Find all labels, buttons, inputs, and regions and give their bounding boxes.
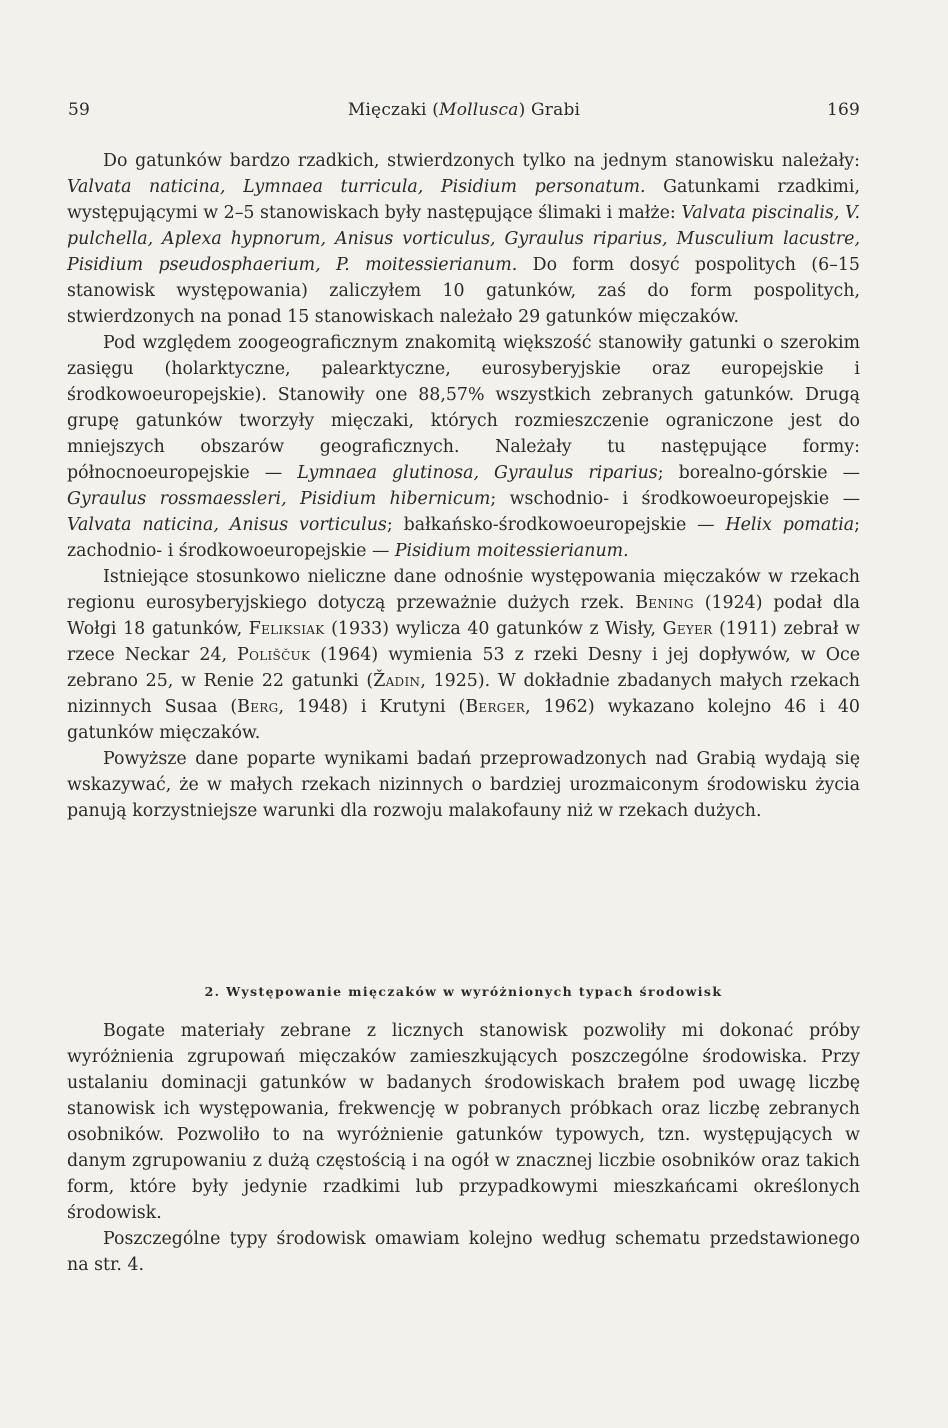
author-name: Feliksiak	[248, 619, 325, 639]
section-text	[67, 1018, 860, 1278]
author-name: Žadin	[373, 671, 421, 691]
p3-text-1: Istniejące stosunkowo nieliczne dane odnośnie występowania mięczaków w rzekach regionu eurosyberyjskiego dotyczą przeważnie dużych rzek.	[67, 567, 860, 613]
p3-text-8: , 1962) wykazano kolejno 46 i 40 gatunków mięczaków.	[67, 697, 860, 743]
p2-text-4: ; bałkańsko-środkowoeuropejskie —	[386, 515, 726, 535]
p2-text-1: Pod względem zoogeograficznym znakomitą większość stanowiły gatunki o szerokim zasięgu (holarktyczne, palearktyczne, eurosyberyjskie oraz europejskie i środkowoeuropejskie). Stanowiły one 88,57% wszystkich zebranych gatunków. Drugą grupę gatunków tworzyły mięczaki, których rozmieszczenie ograniczone jest do mniejszych obszarów geograficznych. Należały tu następujące formy: północnoeuropejskie —	[67, 333, 860, 483]
section-heading: 2. Występowanie mięczaków w wyróżnionych typach środowisk	[204, 984, 723, 999]
p5-text-1: Bogate materiały zebrane z licznych stanowisk pozwoliły mi dokonać próby wyróżnienia zgrupowań mięczaków zamieszkujących poszczególne środowiska. Przy ustalaniu dominacji gatunków w badanych środowiskach brałem pod uwagę liczbę stanowisk ich występowania, frekwencję w pobranych próbkach oraz liczbę zebranych osobników. Pozwoliło to na wyróżnienie gatunków typowych, tzn. występujących w danym zgrupowaniu z dużą częstością i na ogół w znacznej liczbie osobników oraz takich form, które były jedynie rzadkimi lub przypadkowymi mieszkańcami określonych środowisk.	[67, 1021, 860, 1223]
header-title	[68, 100, 860, 120]
author-name: Berger	[465, 697, 526, 717]
header-title-pre: Mięczaki (	[347, 100, 440, 120]
p3-text-4: (1911) zebrał w rzece Neckar 24,	[67, 619, 860, 665]
p2-species-4: Helix pomatia	[725, 515, 855, 535]
p3-text-6: , 1925). W dokładnie zbadanych małych rzekach nizinnych Susaa (	[67, 671, 860, 717]
paragraph-4	[67, 746, 860, 824]
p1-text-1: Do gatunków bardzo rzadkich, stwierdzonych tylko na jednym stanowisku należały:	[103, 151, 860, 171]
header-left-number: 59	[68, 100, 91, 120]
page-number: 169	[826, 100, 860, 120]
p1-text-2: Gatunkami rzadkimi, występującymi w 2–5 stanowiskach były następujące ślimaki i małże:	[67, 177, 861, 223]
header-title-post: ) Grabi	[518, 100, 581, 120]
p6-text-1: Poszczególne typy środowisk omawiam kolejno według schematu przedstawionego na str. 4.	[67, 1229, 860, 1275]
main-text	[67, 148, 860, 824]
p3-text-7: , 1948) i Krutyni (	[278, 697, 466, 717]
p3-text-3: (1933) wylicza 40 gatunków z Wisły,	[324, 619, 663, 639]
p1-text-3: Do form dosyć pospolitych (6–15 stanowisk występowania) zaliczyłem 10 gatunków, zaś do form pospolitych, stwierdzonych na ponad 15 stanowiskach należało 29 gatunków mięczaków.	[67, 255, 860, 327]
p2-text-2: ; borealno-górskie —	[657, 463, 860, 483]
running-header	[68, 96, 860, 124]
paragraph-3	[67, 564, 860, 746]
p2-species-5: Pisidium moitessierianum.	[394, 541, 629, 561]
author-name: Poliščuk	[237, 645, 311, 665]
p3-text-2: (1924) podał dla Wołgi 18 gatunków,	[67, 593, 860, 639]
header-title-italic: Mollusca	[439, 100, 519, 120]
author-name: Bening	[635, 593, 694, 613]
p2-text-5: ; zachodnio- i środkowoeuropejskie —	[67, 515, 860, 561]
p1-species-1: Valvata naticina, Lymnaea turricula, Pisidium personatum.	[67, 177, 646, 197]
paragraph-6	[67, 1226, 860, 1278]
p1-species-2: Valvata piscinalis, V. pulchella, Aplexa hypnorum, Anisus vorticulus, Gyraulus riparius, Musculium lacustre, Pisidium pseudosphaerium, P. moitessierianum.	[67, 203, 860, 275]
p2-species-1: Lymnaea glutinosa, Gyraulus riparius	[297, 463, 658, 483]
paragraph-2	[67, 330, 860, 564]
paragraph-5	[67, 1018, 860, 1226]
author-name: Berg	[237, 697, 279, 717]
p2-species-3: Valvata naticina, Anisus vorticulus	[67, 515, 387, 535]
p2-text-3: ; wschodnio- i środkowoeuropejskie —	[490, 489, 861, 509]
p3-text-5: (1964) wymienia 53 z rzeki Desny i jej dopływów, w Oce zebrano 25, w Renie 22 gatunki (	[67, 645, 860, 691]
author-name: Geyer	[662, 619, 713, 639]
p2-species-2: Gyraulus rossmaessleri, Pisidium hibernicum	[67, 489, 491, 509]
p4-text-1: Powyższe dane poparte wynikami badań przeprowadzonych nad Grabią wydają się wskazywać, że w małych rzekach nizinnych o bardziej urozmaiconym środowisku życia panują korzystniejsze warunki dla rozwoju malakofauny niż w rzekach dużych.	[67, 749, 860, 821]
paragraph-1	[67, 148, 860, 330]
